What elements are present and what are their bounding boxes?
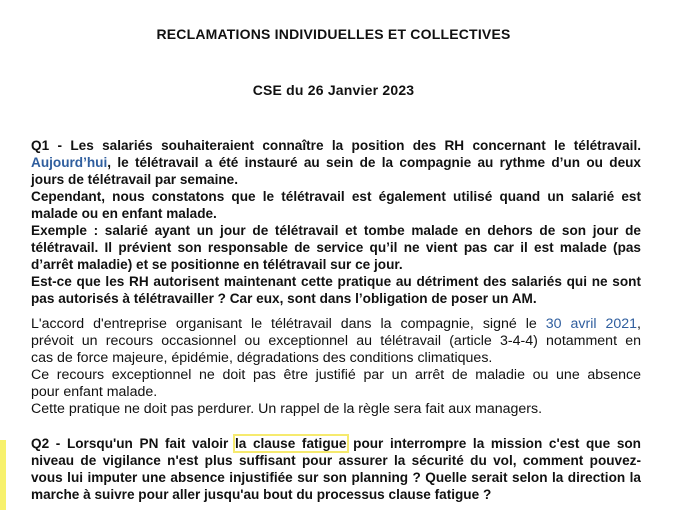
q1-line: Est-ce que les RH autorisent maintenant cette pratique au détriment des salariés qui ne sont [31,274,641,289]
answer-1 [31,316,641,418]
a1-line-start: L'accord d'entreprise organisant le télétravail dans la compagnie, signé le [31,316,546,332]
a1-line: prévoit un recours occasionnel ou exceptionnel au télétravail (article 3-4-4) notamment en [31,333,641,349]
q1-line: Exemple : salarié ayant un jour de télétravail et tombe malade en dehors de son jour de [31,223,641,238]
q1-line: pas autorisés à télétravailler ? Car eux, sont dans l’obligation de poser un AM. [31,291,537,306]
q2-line: niveau de vigilance n'est plus suffisant pour assurer la sécurité du vol, comment pouvez- [31,453,641,468]
q2-line-end: pour interrompre la mission c'est que son [346,436,641,451]
a1-line: Cette pratique ne doit pas perdurer. Un rappel de la règle sera fait aux managers. [31,401,543,417]
q2-line [31,435,641,452]
q1-line: télétravail. Il prévient son responsable de service qu’il ne vient pas car il est malade (pas [31,240,641,255]
document-subtitle: CSE du 26 Janvier 2023 [252,82,415,98]
q2-line: vous lui imputer une absence injustifiée sur son planning ? Quelle serait selon la direction la [31,470,641,485]
a1-line: Ce recours exceptionnel ne doit pas être justifié par un arrêt de maladie ou une absence [31,367,641,383]
q1-line: d’arrêt maladie) et se positionne en télétravail sur ce jour. [31,257,403,272]
a1-line [31,316,641,333]
clause-fatigue-highlight: la clause fatigue [234,436,347,451]
q1-line: Q1 - Les salariés souhaiteraient connaître la position des RH concernant le télétravail. [31,138,641,153]
document-title: RECLAMATIONS INDIVIDUELLES ET COLLECTIVES [156,26,511,42]
q1-line-rest: , le télétravail a été instauré au sein de la compagnie au rythme d’un ou deux [107,155,641,170]
q2-line-start: Q2 - Lorsqu'un PN fait valoir [31,436,235,451]
q1-line: jours de télétravail par semaine. [31,172,239,187]
a1-line-end: , [637,316,641,332]
q1-line [31,154,641,171]
a1-date-text: 30 avril 2021 [545,316,638,332]
question-2 [31,435,641,503]
a1-line: cas de force majeure, épidémie, dégradations des conditions climatiques. [31,350,493,366]
q1-line: malade ou en enfant malade. [31,206,217,221]
q2-line: marche à suivre pour aller jusqu'au bout du processus clause fatigue ? [31,487,492,502]
q1-date-text: Aujourd’hui [31,155,108,170]
question-1 [31,137,641,307]
q1-line: Cependant, nous constatons que le télétravail est également utilisé quand un salarié est [31,189,641,204]
margin-highlight-bar [0,440,6,510]
a1-line: pour enfant malade. [31,384,158,400]
